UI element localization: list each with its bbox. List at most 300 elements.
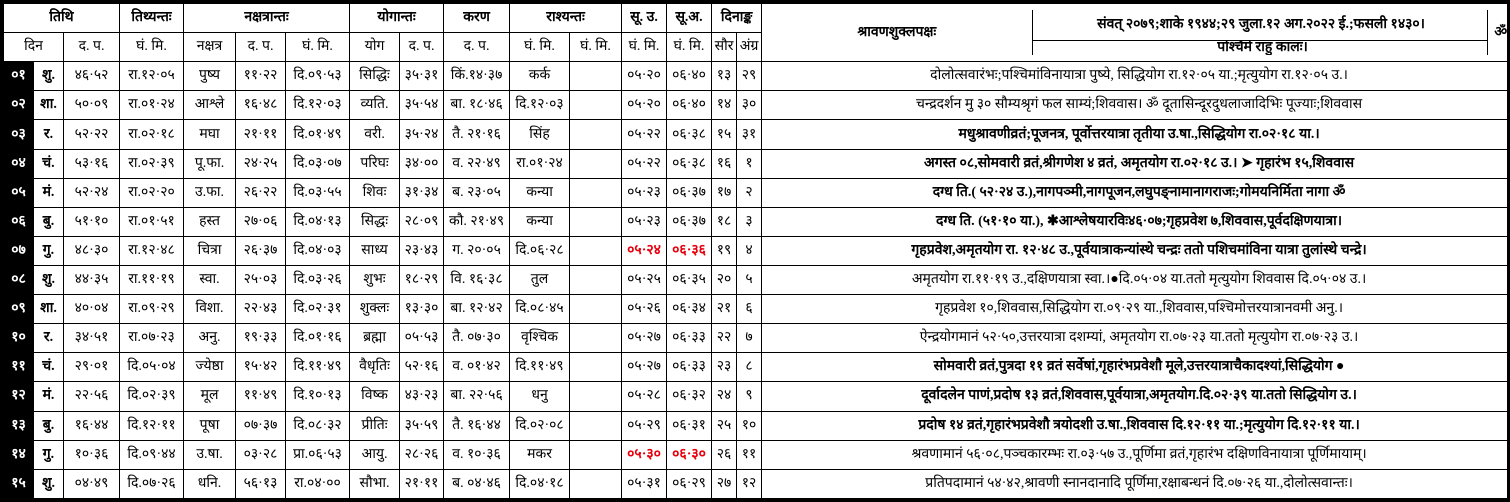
row-nakshatra: विशा.: [184, 295, 236, 324]
row-nakshatra: चित्रा: [184, 236, 236, 265]
row-karana: बा. १२·४२: [444, 295, 510, 324]
row-rashyanta-time: [570, 353, 622, 382]
row-yoga-danda-pala: १३·३०: [400, 295, 444, 324]
row-yoga: विष्क: [350, 382, 400, 411]
subheader-nakshatra: नक्षत्र: [184, 33, 236, 62]
header-tithyanta: तिथ्यन्तः: [120, 4, 184, 33]
row-sunrise: ०५·२६: [622, 295, 667, 324]
row-yoga-danda-pala: ४३·२३: [400, 382, 444, 411]
row-tithyanta-time: दि.०२·३९: [120, 382, 184, 411]
row-saur-date: २४: [712, 382, 737, 411]
row-sunset: ०६·३५: [667, 266, 712, 295]
row-english-date: ३१: [737, 120, 762, 149]
row-sunset: ०६·३३: [667, 324, 712, 353]
row-sunrise: ०५·२८: [622, 382, 667, 411]
row-sunset: ०६·३३: [667, 353, 712, 382]
row-rashyanta-time: [570, 411, 622, 440]
row-english-date: ८: [737, 353, 762, 382]
row-karana: व. २२·४९: [444, 149, 510, 178]
row-rashi: कन्या: [510, 178, 570, 207]
row-note: श्रवणामानं ५६·०८,पञ्चकारम्भः रा.०३·५७ उ.,पूर्णिमा व्रतं,गृहारंभ दक्षिणविनायात्रा पूर्णिमायाम्।: [762, 440, 1510, 469]
row-yoga: ब्रह्मा: [350, 324, 400, 353]
row-nakshatranta-time: दि.०३·२६: [286, 266, 350, 295]
row-weekday: शु.: [34, 469, 64, 498]
row-note: अमृतयोग रा.११·१९ उ.,दक्षिणयात्रा स्वा.।●दि.०५·०४ या.ततो मृत्युयोग शिववास दि.०५·०४ उ.।: [762, 266, 1510, 295]
row-yoga-danda-pala: ३५·५९: [400, 411, 444, 440]
row-nakshatra: मघा: [184, 120, 236, 149]
row-english-date: १२: [737, 469, 762, 498]
row-karana: ब. ०४·४६: [444, 469, 510, 498]
row-note: दोलोत्सवारंभः;पश्चिमांविनायात्रा पुष्ये, सिद्धियोग रा.१२·०५ या.;मृत्युयोग रा.१२·०५ उ.।: [762, 62, 1510, 91]
header-tithi: तिथि: [4, 4, 120, 33]
table-row: [4, 353, 1510, 382]
row-english-date: ३: [737, 207, 762, 236]
row-day-number: १५: [4, 469, 34, 498]
row-weekday: गु.: [34, 440, 64, 469]
row-rashyanta-time: [570, 236, 622, 265]
row-weekday: शा.: [34, 295, 64, 324]
row-weekday: शु.: [34, 62, 64, 91]
row-karana: तै. ०७·३०: [444, 324, 510, 353]
row-tithi-danda-pala: २२·५६: [64, 382, 120, 411]
row-nakshatra-danda-pala: १६·४८: [236, 91, 286, 120]
row-rashi: रा.०१·२४: [510, 149, 570, 178]
row-rashi: सिंह: [510, 120, 570, 149]
row-rashi: कर्क: [510, 62, 570, 91]
row-nakshatra: उ.षा.: [184, 440, 236, 469]
row-nakshatra: पू.फा.: [184, 149, 236, 178]
row-saur-date: २१: [712, 295, 737, 324]
row-nakshatra: पुष्य: [184, 62, 236, 91]
row-yoga: वैधृतिः: [350, 353, 400, 382]
row-rashyanta-time: [570, 295, 622, 324]
subheader-yoga: योग: [350, 33, 400, 62]
row-nakshatra: धनि.: [184, 469, 236, 498]
row-weekday: शा.: [34, 91, 64, 120]
row-weekday: र.: [34, 324, 64, 353]
row-karana: व. ०१·४२: [444, 353, 510, 382]
row-yoga-danda-pala: १८·२९: [400, 266, 444, 295]
row-weekday: मं.: [34, 382, 64, 411]
row-nakshatra-danda-pala: २२·४३: [236, 295, 286, 324]
row-nakshatranta-time: दि.०१·१६: [286, 324, 350, 353]
row-rashyanta-time: [570, 62, 622, 91]
row-nakshatra-danda-pala: २५·०३: [236, 266, 286, 295]
row-tithi-danda-pala: ४४·३५: [64, 266, 120, 295]
table-row: [4, 266, 1510, 295]
row-english-date: ९: [737, 382, 762, 411]
row-note: मधुश्रावणीव्रतं;पूजनत्र, पूर्वोत्तरयात्रा तृतीया उ.षा.,सिद्धियोग रा.०२·१८ या.।: [762, 120, 1510, 149]
row-english-date: १: [737, 149, 762, 178]
row-nakshatra-danda-pala: २६·२२: [236, 178, 286, 207]
subheader-dap-1: द. प.: [64, 33, 120, 62]
row-day-number: १२: [4, 382, 34, 411]
subheader-dap-3: द. प.: [400, 33, 444, 62]
row-yoga: प्रीतिः: [350, 411, 400, 440]
row-nakshatra: ज्येष्ठा: [184, 353, 236, 382]
row-tithyanta-time: दि.०७·२६: [120, 469, 184, 498]
row-saur-date: १९: [712, 236, 737, 265]
subheader-saur: सौर: [712, 33, 737, 62]
row-rashi: दि.०४·१८: [510, 469, 570, 498]
row-rashyanta-time: [570, 324, 622, 353]
row-tithyanta-time: रा.१२·४८: [120, 236, 184, 265]
row-nakshatranta-time: दि.०३·०७: [286, 149, 350, 178]
header-row-groups: [4, 4, 1510, 33]
row-yoga-danda-pala: २८·०९: [400, 207, 444, 236]
row-sunset: ०६·३८: [667, 149, 712, 178]
row-yoga-danda-pala: २८·२६: [400, 440, 444, 469]
row-karana: कौ. २१·४९: [444, 207, 510, 236]
row-yoga: साध्य: [350, 236, 400, 265]
row-sunset: ०६·३४: [667, 295, 712, 324]
row-rashyanta-time: [570, 382, 622, 411]
row-sunrise: ०५·२७: [622, 353, 667, 382]
row-note: गृहप्रवेश १०,शिववास,सिद्धियोग रा.०९·२९ या.,शिववास,पश्चिमोत्तरयात्रानवमी अनु.।: [762, 295, 1510, 324]
row-weekday: बु.: [34, 411, 64, 440]
row-sunset: ०६·३१: [667, 411, 712, 440]
table-row: [4, 149, 1510, 178]
row-nakshatra-danda-pala: २७·०६: [236, 207, 286, 236]
subheader-ghmi-4: घं. मि.: [570, 33, 622, 62]
row-sunrise: ०५·२०: [622, 91, 667, 120]
panchang-table: [3, 3, 1510, 499]
subheader-dap-4: द. प.: [444, 33, 510, 62]
header-suryodaya: सू. उ.: [622, 4, 667, 33]
row-saur-date: २५: [712, 411, 737, 440]
row-sunset: ०६·२९: [667, 469, 712, 498]
samvat-line: संवत् २०७९;शाके १९४४;२९ जुला.१२ अग.२०२२ ई.;फसली १४३०।: [1032, 10, 1487, 41]
row-english-date: १०: [737, 411, 762, 440]
row-english-date: २९: [737, 62, 762, 91]
row-karana: तै. २१·१६: [444, 120, 510, 149]
row-yoga-danda-pala: ३५·३१: [400, 62, 444, 91]
row-nakshatranta-time: दि.०१·४९: [286, 120, 350, 149]
table-row: [4, 324, 1510, 353]
row-nakshatra-danda-pala: २१·११: [236, 120, 286, 149]
row-nakshatra-danda-pala: २६·३७: [236, 236, 286, 265]
table-row: [4, 120, 1510, 149]
row-day-number: १४: [4, 440, 34, 469]
subheader-ghmi-2: घं. मि.: [286, 33, 350, 62]
row-sunrise: ०५·२३: [622, 207, 667, 236]
subheader-dap-2: द. प.: [236, 33, 286, 62]
row-sunset: ०६·३७: [667, 207, 712, 236]
header-title-block: [762, 4, 1510, 62]
row-yoga: आयु.: [350, 440, 400, 469]
row-weekday: शु.: [34, 266, 64, 295]
row-karana: व. १०·३६: [444, 440, 510, 469]
row-yoga-danda-pala: ३५·२४: [400, 120, 444, 149]
row-rashyanta-time: [570, 440, 622, 469]
row-weekday: गु.: [34, 236, 64, 265]
row-tithyanta-time: रा.०१·२४: [120, 91, 184, 120]
row-tithi-danda-pala: ४०·०४: [64, 295, 120, 324]
row-tithi-danda-pala: १६·४४: [64, 411, 120, 440]
row-sunrise: ०५·२०: [622, 62, 667, 91]
row-rashi: दि.०८·४५: [510, 295, 570, 324]
header-dinank: दिनाङ्क: [712, 4, 762, 33]
row-sunset: ०६·३६: [667, 236, 712, 265]
row-tithyanta-time: रा.१२·०५: [120, 62, 184, 91]
row-note: गृहप्रवेश,अमृतयोग रा. १२·४८ उ.,पूर्वयात्राकन्यांस्थे चन्द्रः ततो पशिचमांविना यात्रा तुलांस्थे चन्द्रे।: [762, 236, 1510, 265]
row-yoga-danda-pala: ५२·१६: [400, 353, 444, 382]
row-note: दूर्वादलेन पाणं,प्रदोष १३ व्रतं,शिववास,पूर्वयात्रा,अमृतयोग.दि.०२·३९ या.ततो सिद्धियोग उ.।: [762, 382, 1510, 411]
row-nakshatranta-time: दि.०४·०३: [286, 236, 350, 265]
row-rashyanta-time: [570, 120, 622, 149]
row-yoga: शुभः: [350, 266, 400, 295]
row-saur-date: १८: [712, 207, 737, 236]
row-nakshatra-danda-pala: १९·३३: [236, 324, 286, 353]
subheader-ghmi-3: घं. मि.: [510, 33, 570, 62]
row-nakshatra-danda-pala: १५·४२: [236, 353, 286, 382]
row-note: दग्ध ति. (५१·१० या.), ✱आश्लेषयारविः४६·०७;गृहप्रवेश ७,शिववास,पूर्वदक्षिणयात्रा।: [762, 207, 1510, 236]
row-tithi-danda-pala: ५२·२४: [64, 178, 120, 207]
row-tithi-danda-pala: ०४·४९: [64, 469, 120, 498]
row-sunset: ०६·३०: [667, 440, 712, 469]
row-sunset: ०६·३७: [667, 178, 712, 207]
row-yoga: सिद्धिः: [350, 62, 400, 91]
row-sunrise: ०५·२२: [622, 120, 667, 149]
row-rashi: धनु: [510, 382, 570, 411]
row-saur-date: १४: [712, 91, 737, 120]
row-yoga: सौभा.: [350, 469, 400, 498]
row-note: ऐन्द्रयोगमानं ५२·५०,उत्तरयात्रा दशम्यां, अमृतयोग रा.०७·२३ या.ततो मृत्युयोग रा.०७·२३ उ.।: [762, 324, 1510, 353]
row-english-date: २: [737, 178, 762, 207]
row-karana: ब. २३·०५: [444, 178, 510, 207]
row-rashi: दि.१२·०३: [510, 91, 570, 120]
row-tithyanta-time: दि.१२·११: [120, 411, 184, 440]
row-nakshatra-danda-pala: ५६·१३: [236, 469, 286, 498]
row-tithi-danda-pala: ४८·३०: [64, 236, 120, 265]
subheader-ghmi-6: घं. मि.: [667, 33, 712, 62]
row-nakshatranta-time: दि.११·४९: [286, 353, 350, 382]
row-nakshatranta-time: दि.०४·१३: [286, 207, 350, 236]
row-nakshatra: पूषा: [184, 411, 236, 440]
row-nakshatra: आश्ले: [184, 91, 236, 120]
row-english-date: ५: [737, 266, 762, 295]
row-sunrise: ०५·२७: [622, 324, 667, 353]
row-nakshatra: मूल: [184, 382, 236, 411]
row-nakshatranta-time: दि.१०·१३: [286, 382, 350, 411]
row-yoga: परिघः: [350, 149, 400, 178]
row-nakshatra-danda-pala: ०७·३७: [236, 411, 286, 440]
row-tithyanta-time: रा.०२·३९: [120, 149, 184, 178]
row-weekday: चं.: [34, 149, 64, 178]
row-english-date: ३०: [737, 91, 762, 120]
row-saur-date: १६: [712, 149, 737, 178]
header-yoganta: योगान्तः: [350, 4, 444, 33]
table-row: [4, 440, 1510, 469]
row-english-date: ७: [737, 324, 762, 353]
row-sunrise: ०५·३१: [622, 469, 667, 498]
row-saur-date: २३: [712, 353, 737, 382]
row-yoga: शिवः: [350, 178, 400, 207]
row-nakshatra-danda-pala: ११·२२: [236, 62, 286, 91]
table-row: [4, 178, 1510, 207]
row-karana: तै. १६·४४: [444, 411, 510, 440]
row-karana: बा. २२·५६: [444, 382, 510, 411]
row-nakshatranta-time: दि.०८·३२: [286, 411, 350, 440]
row-note: प्रदोष १४ व्रतं,गृहारंभप्रवेशौ त्रयोदशी उ.षा.,शिववास दि.१२·११ या.;मृत्युयोग दि.१२·११ या.।: [762, 411, 1510, 440]
row-note: चन्द्रदर्शन मु ३० सौम्यश्रृगं फल साम्यं;शिववास। ॐ दूतासिन्दूरदुधलाजादिभिः पूज्याः;शिववास: [762, 91, 1510, 120]
subheader-angr: अंग्र: [737, 33, 762, 62]
row-nakshatranta-time: दि.१२·०३: [286, 91, 350, 120]
row-nakshatranta-time: प्रा.०६·५३: [286, 440, 350, 469]
page-title: श्रावणशुक्लपक्षः: [762, 10, 1032, 55]
row-yoga-danda-pala: ३५·५४: [400, 91, 444, 120]
row-english-date: ११: [737, 440, 762, 469]
row-tithi-danda-pala: ५०·०९: [64, 91, 120, 120]
row-tithyanta-time: रा.०७·२३: [120, 324, 184, 353]
row-nakshatra-danda-pala: ०३·२८: [236, 440, 286, 469]
row-karana: किं.१४·३७: [444, 62, 510, 91]
row-sunset: ०६·४०: [667, 62, 712, 91]
row-weekday: र.: [34, 120, 64, 149]
row-yoga-danda-pala: ३१·३४: [400, 178, 444, 207]
row-rashi: वृश्चिक: [510, 324, 570, 353]
subheader-ghmi-1: घं. मि.: [120, 33, 184, 62]
row-nakshatra: हस्त: [184, 207, 236, 236]
row-saur-date: २२: [712, 324, 737, 353]
row-day-number: ११: [4, 353, 34, 382]
row-nakshatra: स्वा.: [184, 266, 236, 295]
row-weekday: मं.: [34, 178, 64, 207]
row-saur-date: १३: [712, 62, 737, 91]
row-tithi-danda-pala: ५१·१०: [64, 207, 120, 236]
row-sunset: ०६·३२: [667, 382, 712, 411]
row-nakshatra-danda-pala: ११·४९: [236, 382, 286, 411]
row-day-number: ०२: [4, 91, 34, 120]
row-yoga: वरी.: [350, 120, 400, 149]
row-tithi-danda-pala: १०·३६: [64, 440, 120, 469]
table-row: [4, 382, 1510, 411]
row-note: सोमवारी व्रतं,पुत्रदा ११ व्रतं सर्वेषां,गृहारंभप्रवेशौ मूले,उत्तरयात्राचैकादश्यां,सिद्धियोग ●: [762, 353, 1510, 382]
row-tithi-danda-pala: ५३·१६: [64, 149, 120, 178]
row-day-number: १०: [4, 324, 34, 353]
row-nakshatra-danda-pala: २४·२५: [236, 149, 286, 178]
row-rashi: दि.११·४९: [510, 353, 570, 382]
row-rashyanta-time: [570, 469, 622, 498]
row-day-number: ०४: [4, 149, 34, 178]
row-yoga-danda-pala: ०५·५३: [400, 324, 444, 353]
header-nakshatranta: नक्षत्रान्तः: [184, 4, 350, 33]
table-row: [4, 469, 1510, 498]
row-rashi: दि.०२·०८: [510, 411, 570, 440]
row-sunrise: ०५·२९: [622, 411, 667, 440]
row-sunrise: ०५·२५: [622, 266, 667, 295]
table-row: [4, 207, 1510, 236]
row-rashi: कन्या: [510, 207, 570, 236]
row-nakshatranta-time: दि.०९·५३: [286, 62, 350, 91]
row-karana: बा. १८·४६: [444, 91, 510, 120]
row-yoga-danda-pala: २३·४३: [400, 236, 444, 265]
row-tithi-danda-pala: २९·०१: [64, 353, 120, 382]
row-karana: ग. २०·०५: [444, 236, 510, 265]
row-sunrise: ०५·२४: [622, 236, 667, 265]
subheader-din: दिन: [4, 33, 64, 62]
row-day-number: ०६: [4, 207, 34, 236]
row-note: दग्ध ति.( ५२·२४ उ.),नागपञ्मी,नागपूजन,लघुपङ्नामानागराजः;गोमयनिर्मिता नागा ॐ: [762, 178, 1510, 207]
om-icon: ॐ: [1494, 24, 1508, 40]
row-note: प्रतिपदामानं ५४·४२,श्रावणी स्नानदानादि पूर्णिमा,रक्षाबन्धनं दि.०७·२६ या.,दोलोत्सवान्तः।: [762, 469, 1510, 498]
row-nakshatra: अनु.: [184, 324, 236, 353]
rahu-kaal-label: पश्चिमे राहु कालः।: [1032, 41, 1487, 56]
header-rashyanta: राश्यन्तः: [510, 4, 622, 33]
row-yoga: शुक्लः: [350, 295, 400, 324]
row-sunset: ०६·४०: [667, 91, 712, 120]
row-rashyanta-time: [570, 178, 622, 207]
row-day-number: ०८: [4, 266, 34, 295]
row-saur-date: २६: [712, 440, 737, 469]
row-day-number: ०९: [4, 295, 34, 324]
row-karana: वि. १६·३८: [444, 266, 510, 295]
table-row: [4, 91, 1510, 120]
row-rashyanta-time: [570, 91, 622, 120]
row-sunset: ०६·३८: [667, 120, 712, 149]
table-row: [4, 236, 1510, 265]
row-saur-date: १७: [712, 178, 737, 207]
row-nakshatranta-time: रा.०४·००: [286, 469, 350, 498]
row-rashyanta-time: [570, 266, 622, 295]
row-day-number: ०१: [4, 62, 34, 91]
row-tithi-danda-pala: ५२·२२: [64, 120, 120, 149]
row-rashi: दि.०६·२८: [510, 236, 570, 265]
row-rashyanta-time: [570, 207, 622, 236]
row-note: अगस्त ०८,सोमवारी व्रतं,श्रीगणेश ४ व्रतं, अमृतयोग रा.०२·१८ उ.। ➤ गृहारंभ १५,शिववास: [762, 149, 1510, 178]
row-nakshatranta-time: दि.०३·५५: [286, 178, 350, 207]
row-tithyanta-time: रा.०१·५१: [120, 207, 184, 236]
row-sunrise: ०५·२३: [622, 178, 667, 207]
row-yoga-danda-pala: ३४·००: [400, 149, 444, 178]
row-tithyanta-time: दि.०९·४४: [120, 440, 184, 469]
row-tithi-danda-pala: ४६·५२: [64, 62, 120, 91]
row-yoga-danda-pala: २१·११: [400, 469, 444, 498]
row-tithyanta-time: दि.०५·०४: [120, 353, 184, 382]
row-yoga: सिद्धः: [350, 207, 400, 236]
row-nakshatra: उ.फा.: [184, 178, 236, 207]
row-sunrise: ०५·३०: [622, 440, 667, 469]
row-rashi: तुल: [510, 266, 570, 295]
row-day-number: १३: [4, 411, 34, 440]
row-english-date: ६: [737, 295, 762, 324]
table-row: [4, 62, 1510, 91]
row-weekday: बु.: [34, 207, 64, 236]
subheader-ghmi-5: घं. मि.: [622, 33, 667, 62]
row-rashi: मकर: [510, 440, 570, 469]
row-day-number: ०५: [4, 178, 34, 207]
row-nakshatranta-time: दि.०२·३१: [286, 295, 350, 324]
row-day-number: ०३: [4, 120, 34, 149]
header-karana: करण: [444, 4, 510, 33]
row-day-number: ०७: [4, 236, 34, 265]
header-suryasta: सू.अ.: [667, 4, 712, 33]
row-english-date: ४: [737, 236, 762, 265]
row-weekday: चं.: [34, 353, 64, 382]
row-tithyanta-time: रा.०९·२९: [120, 295, 184, 324]
table-row: [4, 295, 1510, 324]
row-saur-date: २७: [712, 469, 737, 498]
row-tithyanta-time: रा.११·१९: [120, 266, 184, 295]
row-rashyanta-time: [570, 149, 622, 178]
row-saur-date: १५: [712, 120, 737, 149]
row-tithyanta-time: रा.०२·२०: [120, 178, 184, 207]
row-tithi-danda-pala: ३४·५१: [64, 324, 120, 353]
table-row: [4, 411, 1510, 440]
row-yoga: व्यति.: [350, 91, 400, 120]
row-tithyanta-time: रा.०२·१८: [120, 120, 184, 149]
row-saur-date: २०: [712, 266, 737, 295]
